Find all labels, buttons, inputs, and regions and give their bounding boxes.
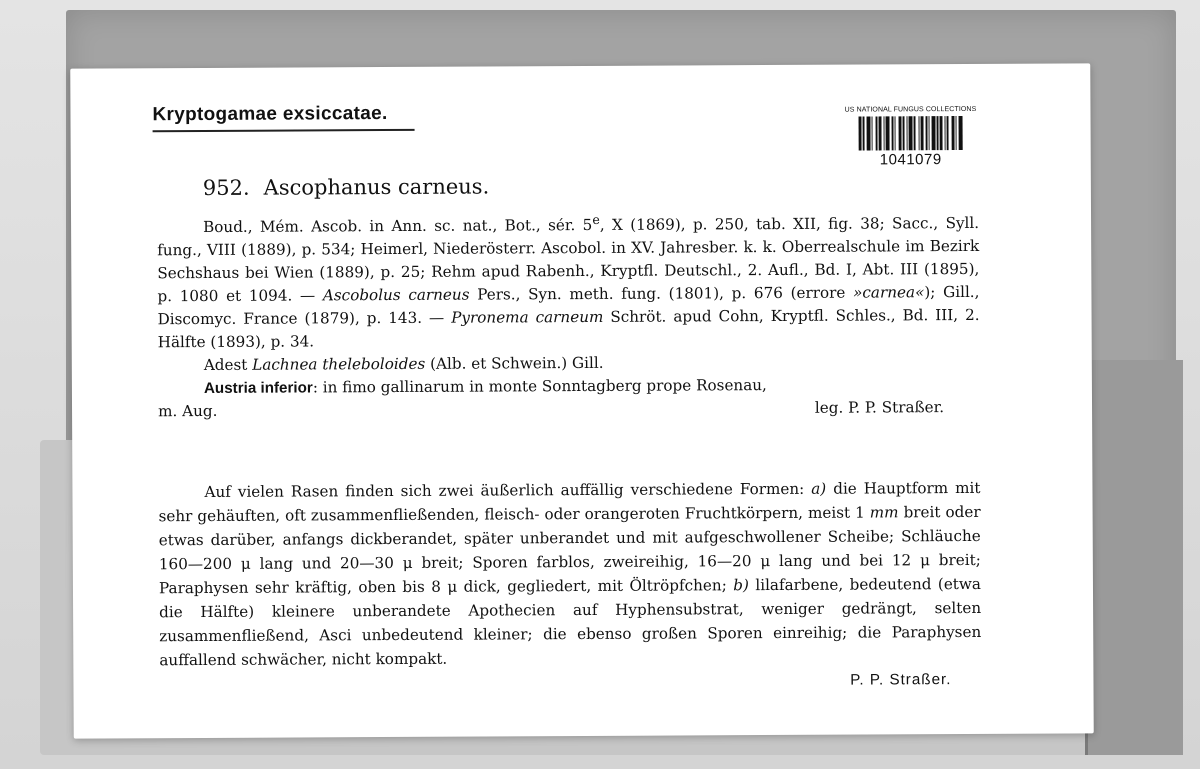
form-b-marker: b) — [733, 576, 749, 595]
specimen-packet-fold — [1085, 360, 1183, 755]
remarks-signoff: P. P. Straßer. — [850, 671, 952, 689]
citation-text: , X (1869), p. 250, tab. XII, fig. 38; Sacc., Syll. fung., VIII (1889), p. 534; Heimerl, Niederösterr. Ascobol. in XV. Jahresber. k. k. Oberrealschule im Bezirk Sechshaus bei Wien (1889), p. 25; Rehm apud Rabenh., Kryptfl. Deutschl., 2. Aufl., Bd. I, Abt. III (1895), p. 1080 et 1094. — — [157, 213, 980, 306]
citations-paragraph — [157, 206, 980, 354]
remarks-text: Auf vielen Rasen finden sich zwei äußerlich auffällig verschiedene Formen: — [204, 479, 812, 501]
form-a-marker: a) — [811, 479, 827, 498]
citation-text: Schröt. apud Cohn, Kryptfl. Schles., Bd. III, 2. Hälfte (1893), p. 34. — [157, 305, 980, 352]
citation-block — [157, 206, 980, 423]
synonym-name: Pyronema carneum — [451, 307, 604, 327]
catalog-number: 1041079 — [879, 151, 942, 169]
species-name: Ascophanus carneus. — [263, 174, 490, 200]
remarks-text: breit oder etwas darüber, anfangs dickberandet, später unberandet und mit aufgeschwollener Scheibe; Schläuche 160—200 μ lang und 20—30 μ breit; Sporen farblos, zweireihig, 16—20 μ lang und bei 12 μ breit; Paraphysen sehr kräftig, oben bis 8 μ dick, gegliedert, mit Öltröpfchen; — [158, 502, 981, 598]
collector-name: leg. P. P. Straßer. — [814, 398, 945, 417]
collection-barcode-block — [840, 106, 980, 169]
barcode-icon — [848, 116, 974, 151]
adest-suffix: (Alb. et Schwein.) Gill. — [425, 353, 604, 373]
synonym-name: Ascobolus carneus — [322, 285, 470, 305]
adest-species: Lachnea theleboloides — [252, 354, 426, 374]
remarks-text: lilafarbene, bedeutend (etwa die Hälfte) kleinere unberandete Apothecien auf Hyphensubstrat, weniger gedrängt, selten zusammenfließend, Asci unbedeutend kleiner; die ebenso großen Sporen einreihig; die Paraphysen auffallend schwächer, nicht kompakt. — [159, 574, 982, 670]
citation-text: Pers., Syn. meth. fung. (1801), p. 676 (errore — [469, 283, 854, 304]
collection-name: US NATIONAL FUNGUS COLLECTIONS — [844, 105, 977, 114]
citation-text: Boud., Mém. Ascob. in Ann. sc. nat., Bot., sér. 5 — [203, 216, 593, 237]
error-word: »carnea« — [853, 283, 925, 302]
entry-number: 952. — [202, 175, 250, 200]
entry-heading — [203, 174, 489, 199]
adest-prefix: Adest — [203, 355, 253, 375]
locality-region: Austria inferior — [203, 379, 313, 398]
series-title: Kryptogamae exsiccatae. — [152, 103, 414, 132]
citation-text: ); Gill., Discomyc. France (1879), p. 143. — — [157, 282, 980, 329]
remarks-block — [158, 476, 981, 696]
remarks-text: die Hauptform mit sehr gehäuften, oft zusammenfließenden, fleisch- oder orangeroten Fruchtkörpern, meist 1 — [158, 478, 981, 526]
citation-superscript: e — [592, 211, 600, 227]
mm-unit: mm — [869, 503, 899, 522]
specimen-label — [70, 63, 1093, 738]
collection-date: m. Aug. — [158, 401, 218, 421]
date-collector-line — [158, 396, 980, 423]
locality-text: : in fimo gallinarum in monte Sonntagberg prope Rosenau, — [312, 376, 767, 397]
remarks-paragraph — [158, 476, 981, 672]
